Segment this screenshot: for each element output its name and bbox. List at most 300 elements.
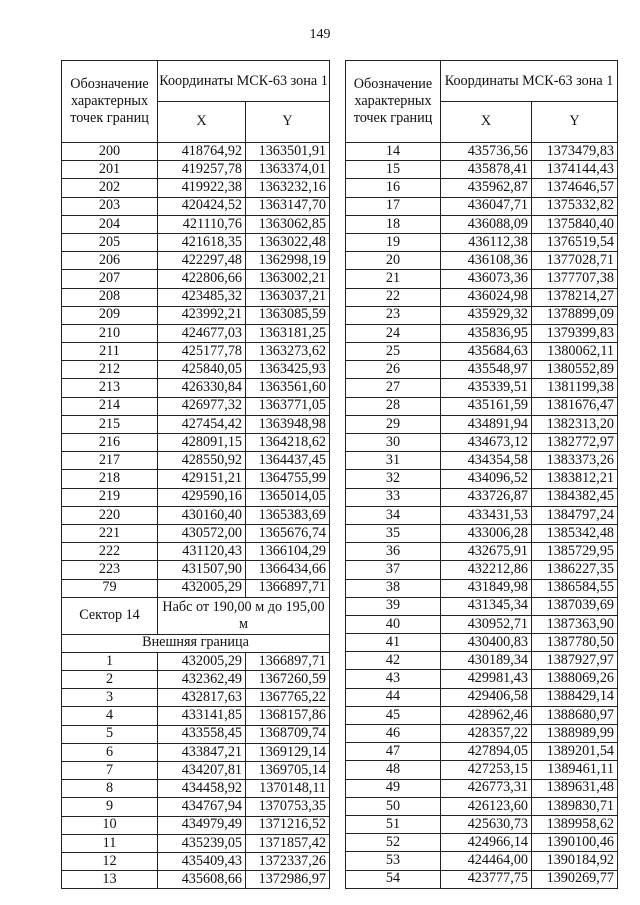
x-coordinate-cell: 432005,29 (158, 652, 246, 670)
point-id-cell: 17 (346, 197, 441, 215)
table-row (346, 743, 618, 761)
outer-boundary-label: Внешняя граница (62, 634, 330, 652)
x-coordinate-cell: 421618,35 (158, 233, 246, 251)
y-coordinate-cell: 1367260,59 (246, 671, 330, 689)
x-coordinate-cell: 428962,46 (441, 706, 532, 724)
table-row (346, 870, 618, 888)
x-coordinate-cell: 427894,05 (441, 743, 532, 761)
table-row (346, 306, 618, 324)
point-id-cell: 18 (346, 215, 441, 233)
table-row (346, 343, 618, 361)
point-id-cell: 222 (62, 543, 158, 561)
table-row (62, 798, 330, 816)
table-row (62, 397, 330, 415)
point-id-cell: 79 (62, 579, 158, 597)
table-row (346, 652, 618, 670)
y-coordinate-cell: 1369129,14 (246, 743, 330, 761)
x-coordinate-cell: 427253,15 (441, 761, 532, 779)
table-row (346, 415, 618, 433)
x-coordinate-cell: 432005,29 (158, 579, 246, 597)
y-column-header: Y (246, 102, 330, 143)
y-coordinate-cell: 1382313,20 (532, 415, 618, 433)
y-coordinate-cell: 1387039,69 (532, 597, 618, 615)
y-coordinate-cell: 1387363,90 (532, 615, 618, 633)
x-coordinate-cell: 433141,85 (158, 707, 246, 725)
point-id-cell: 16 (346, 179, 441, 197)
point-id-cell: 25 (346, 343, 441, 361)
x-coordinate-cell: 430952,71 (441, 615, 532, 633)
x-coordinate-cell: 435339,51 (441, 379, 532, 397)
y-coordinate-cell: 1382772,97 (532, 434, 618, 452)
y-coordinate-cell: 1380062,11 (532, 343, 618, 361)
table-row (346, 815, 618, 833)
point-id-cell: 7 (62, 762, 158, 780)
coordinates-table-left (61, 60, 330, 889)
y-coordinate-cell: 1388680,97 (532, 706, 618, 724)
point-id-cell: 6 (62, 743, 158, 761)
point-id-cell: 205 (62, 233, 158, 251)
x-coordinate-cell: 430400,83 (441, 634, 532, 652)
x-coordinate-cell: 426977,32 (158, 397, 246, 415)
point-id-cell: 48 (346, 761, 441, 779)
point-id-cell: 14 (346, 143, 441, 161)
y-coordinate-cell: 1374144,43 (532, 161, 618, 179)
table-row (346, 779, 618, 797)
y-coordinate-cell: 1370148,11 (246, 780, 330, 798)
table-row (346, 288, 618, 306)
y-coordinate-cell: 1386227,35 (532, 561, 618, 579)
x-coordinate-cell: 433431,53 (441, 506, 532, 524)
x-coordinate-cell: 436112,38 (441, 233, 532, 251)
table-row (346, 470, 618, 488)
table-row (346, 561, 618, 579)
point-id-cell: 34 (346, 506, 441, 524)
table-row (62, 379, 330, 397)
y-coordinate-cell: 1378899,09 (532, 306, 618, 324)
x-coordinate-cell: 423992,21 (158, 306, 246, 324)
y-coordinate-cell: 1369705,14 (246, 762, 330, 780)
y-coordinate-cell: 1376519,54 (532, 233, 618, 251)
x-coordinate-cell: 433847,21 (158, 743, 246, 761)
point-id-cell: 20 (346, 252, 441, 270)
table-row (346, 361, 618, 379)
y-coordinate-cell: 1366104,29 (246, 543, 330, 561)
x-coordinate-cell: 419257,78 (158, 161, 246, 179)
y-coordinate-cell: 1389461,11 (532, 761, 618, 779)
point-id-cell: 217 (62, 452, 158, 470)
table-row (346, 233, 618, 251)
table-row (62, 161, 330, 179)
y-coordinate-cell: 1371857,42 (246, 834, 330, 852)
point-id-cell: 4 (62, 707, 158, 725)
table-row (346, 324, 618, 342)
x-coordinate-cell: 424966,14 (441, 834, 532, 852)
y-column-header: Y (532, 102, 618, 143)
y-coordinate-cell: 1363771,05 (246, 397, 330, 415)
point-id-cell: 54 (346, 870, 441, 888)
table-row (346, 506, 618, 524)
point-id-cell: 201 (62, 161, 158, 179)
table-row (62, 652, 330, 670)
x-coordinate-cell: 426123,60 (441, 797, 532, 815)
page-number: 149 (309, 27, 331, 42)
x-coordinate-cell: 435878,41 (441, 161, 532, 179)
table-row (62, 288, 330, 306)
y-coordinate-cell: 1368157,86 (246, 707, 330, 725)
x-coordinate-cell: 421110,76 (158, 215, 246, 233)
table-row (346, 215, 618, 233)
coordinate-system-header: Координаты МСК-63 зона 1 (158, 61, 330, 102)
table-row (346, 706, 618, 724)
x-coordinate-cell: 428091,15 (158, 434, 246, 452)
y-coordinate-cell: 1362998,19 (246, 252, 330, 270)
x-coordinate-cell: 434767,94 (158, 798, 246, 816)
table-row (62, 361, 330, 379)
y-coordinate-cell: 1364437,45 (246, 452, 330, 470)
x-coordinate-cell: 431849,98 (441, 579, 532, 597)
x-coordinate-cell: 424677,03 (158, 324, 246, 342)
x-coordinate-cell: 418764,92 (158, 143, 246, 161)
table-row (62, 434, 330, 452)
y-coordinate-cell: 1385342,48 (532, 524, 618, 542)
x-coordinate-cell: 431120,43 (158, 543, 246, 561)
x-coordinate-cell: 422806,66 (158, 270, 246, 288)
point-id-cell: 45 (346, 706, 441, 724)
x-coordinate-cell: 436073,36 (441, 270, 532, 288)
sector-row (62, 597, 330, 634)
x-coordinate-cell: 429151,21 (158, 470, 246, 488)
y-coordinate-cell: 1368709,74 (246, 725, 330, 743)
x-coordinate-cell: 432212,86 (441, 561, 532, 579)
x-coordinate-cell: 435409,43 (158, 852, 246, 870)
point-id-cell: 52 (346, 834, 441, 852)
y-coordinate-cell: 1381199,38 (532, 379, 618, 397)
point-id-cell: 21 (346, 270, 441, 288)
x-coordinate-cell: 423485,32 (158, 288, 246, 306)
x-coordinate-cell: 428357,22 (441, 725, 532, 743)
table-row (346, 761, 618, 779)
point-id-cell: 27 (346, 379, 441, 397)
point-id-cell: 30 (346, 434, 441, 452)
point-id-cell: 13 (62, 871, 158, 889)
x-coordinate-cell: 427454,42 (158, 415, 246, 433)
x-coordinate-cell: 433006,28 (441, 524, 532, 542)
y-coordinate-cell: 1372986,97 (246, 871, 330, 889)
y-coordinate-cell: 1367765,22 (246, 689, 330, 707)
point-id-cell: 51 (346, 815, 441, 833)
x-coordinate-cell: 432362,49 (158, 671, 246, 689)
point-id-cell: 40 (346, 615, 441, 633)
point-id-cell: 32 (346, 470, 441, 488)
point-id-cell: 23 (346, 306, 441, 324)
point-id-cell: 28 (346, 397, 441, 415)
y-coordinate-cell: 1363037,21 (246, 288, 330, 306)
y-coordinate-cell: 1371216,52 (246, 816, 330, 834)
x-coordinate-cell: 432817,63 (158, 689, 246, 707)
x-coordinate-cell: 430160,40 (158, 506, 246, 524)
table-row (346, 397, 618, 415)
table-row (346, 252, 618, 270)
y-coordinate-cell: 1364218,62 (246, 434, 330, 452)
x-coordinate-cell: 434891,94 (441, 415, 532, 433)
point-id-cell: 53 (346, 852, 441, 870)
y-coordinate-cell: 1383812,21 (532, 470, 618, 488)
y-coordinate-cell: 1375332,82 (532, 197, 618, 215)
x-coordinate-cell: 435929,32 (441, 306, 532, 324)
y-coordinate-cell: 1363273,62 (246, 343, 330, 361)
table-row (62, 215, 330, 233)
table-row (62, 324, 330, 342)
y-coordinate-cell: 1363085,59 (246, 306, 330, 324)
x-coordinate-cell: 433558,45 (158, 725, 246, 743)
point-id-cell: 39 (346, 597, 441, 615)
point-id-cell: 212 (62, 361, 158, 379)
point-id-cell: 24 (346, 324, 441, 342)
point-id-cell: 218 (62, 470, 158, 488)
table-row (62, 561, 330, 579)
point-id-cell: 5 (62, 725, 158, 743)
y-coordinate-cell: 1384797,24 (532, 506, 618, 524)
x-coordinate-cell: 433726,87 (441, 488, 532, 506)
table-row (62, 143, 330, 161)
y-coordinate-cell: 1363181,25 (246, 324, 330, 342)
table-row (62, 780, 330, 798)
point-id-cell: 203 (62, 197, 158, 215)
point-id-cell: 22 (346, 288, 441, 306)
point-id-cell: 33 (346, 488, 441, 506)
y-coordinate-cell: 1374646,57 (532, 179, 618, 197)
x-coordinate-cell: 436047,71 (441, 197, 532, 215)
y-coordinate-cell: 1389830,71 (532, 797, 618, 815)
y-coordinate-cell: 1370753,35 (246, 798, 330, 816)
y-coordinate-cell: 1363232,16 (246, 179, 330, 197)
point-id-cell: 219 (62, 488, 158, 506)
table-row (346, 197, 618, 215)
x-coordinate-cell: 435684,63 (441, 343, 532, 361)
y-coordinate-cell: 1386584,55 (532, 579, 618, 597)
coordinates-table-right (345, 60, 618, 889)
point-id-cell: 223 (62, 561, 158, 579)
point-id-cell: 29 (346, 415, 441, 433)
point-id-cell: 209 (62, 306, 158, 324)
table-row (62, 579, 330, 597)
x-coordinate-cell: 429406,58 (441, 688, 532, 706)
y-coordinate-cell: 1388989,99 (532, 725, 618, 743)
x-coordinate-cell: 424464,00 (441, 852, 532, 870)
y-coordinate-cell: 1388429,14 (532, 688, 618, 706)
table-row (62, 252, 330, 270)
table-row (62, 816, 330, 834)
y-coordinate-cell: 1364755,99 (246, 470, 330, 488)
y-coordinate-cell: 1387780,50 (532, 634, 618, 652)
table-row (346, 543, 618, 561)
designation-header: Обозначение характерных точек границ (346, 61, 441, 143)
x-coordinate-cell: 425177,78 (158, 343, 246, 361)
x-coordinate-cell: 435962,87 (441, 179, 532, 197)
y-coordinate-cell: 1380552,89 (532, 361, 618, 379)
point-id-cell: 210 (62, 324, 158, 342)
table-row (62, 415, 330, 433)
point-id-cell: 215 (62, 415, 158, 433)
y-coordinate-cell: 1387927,97 (532, 652, 618, 670)
table-row (62, 689, 330, 707)
point-id-cell: 35 (346, 524, 441, 542)
point-id-cell: 38 (346, 579, 441, 597)
table-row (62, 871, 330, 889)
y-coordinate-cell: 1389958,62 (532, 815, 618, 833)
table-row (346, 597, 618, 615)
x-coordinate-cell: 435736,56 (441, 143, 532, 161)
point-id-cell: 31 (346, 452, 441, 470)
point-id-cell: 15 (346, 161, 441, 179)
point-id-cell: 2 (62, 671, 158, 689)
x-coordinate-cell: 435608,66 (158, 871, 246, 889)
table-row (62, 470, 330, 488)
table-row (62, 852, 330, 870)
y-coordinate-cell: 1363002,21 (246, 270, 330, 288)
table-row (346, 579, 618, 597)
point-id-cell: 47 (346, 743, 441, 761)
x-coordinate-cell: 425840,05 (158, 361, 246, 379)
sector-label: Сектор 14 (62, 597, 158, 634)
x-coordinate-cell: 435836,95 (441, 324, 532, 342)
x-coordinate-cell: 428550,92 (158, 452, 246, 470)
point-id-cell: 46 (346, 725, 441, 743)
table-row (62, 306, 330, 324)
point-id-cell: 12 (62, 852, 158, 870)
x-coordinate-cell: 423777,75 (441, 870, 532, 888)
y-coordinate-cell: 1377707,38 (532, 270, 618, 288)
table-row (62, 725, 330, 743)
point-id-cell: 213 (62, 379, 158, 397)
y-coordinate-cell: 1366434,66 (246, 561, 330, 579)
x-coordinate-cell: 435161,59 (441, 397, 532, 415)
y-coordinate-cell: 1363147,70 (246, 197, 330, 215)
y-coordinate-cell: 1363022,48 (246, 233, 330, 251)
table-row (346, 615, 618, 633)
x-coordinate-cell: 431507,90 (158, 561, 246, 579)
point-id-cell: 43 (346, 670, 441, 688)
x-coordinate-cell: 436024,98 (441, 288, 532, 306)
x-coordinate-cell: 429590,16 (158, 488, 246, 506)
point-id-cell: 37 (346, 561, 441, 579)
point-id-cell: 3 (62, 689, 158, 707)
table-row (62, 488, 330, 506)
x-coordinate-cell: 434979,49 (158, 816, 246, 834)
x-coordinate-cell: 429981,43 (441, 670, 532, 688)
table-row (346, 852, 618, 870)
x-coordinate-cell: 435548,97 (441, 361, 532, 379)
x-coordinate-cell: 436088,09 (441, 215, 532, 233)
table-row (62, 506, 330, 524)
y-coordinate-cell: 1390269,77 (532, 870, 618, 888)
point-id-cell: 10 (62, 816, 158, 834)
point-id-cell: 50 (346, 797, 441, 815)
x-coordinate-cell: 435239,05 (158, 834, 246, 852)
y-coordinate-cell: 1379399,83 (532, 324, 618, 342)
x-coordinate-cell: 426330,84 (158, 379, 246, 397)
y-coordinate-cell: 1390184,92 (532, 852, 618, 870)
y-coordinate-cell: 1385729,95 (532, 543, 618, 561)
point-id-cell: 208 (62, 288, 158, 306)
point-id-cell: 211 (62, 343, 158, 361)
point-id-cell: 8 (62, 780, 158, 798)
y-coordinate-cell: 1363948,98 (246, 415, 330, 433)
y-coordinate-cell: 1363561,60 (246, 379, 330, 397)
y-coordinate-cell: 1375840,40 (532, 215, 618, 233)
point-id-cell: 11 (62, 834, 158, 852)
table-row (346, 670, 618, 688)
x-coordinate-cell: 430572,00 (158, 524, 246, 542)
table-row (346, 834, 618, 852)
table-row (62, 743, 330, 761)
designation-header: Обозначение характерных точек границ (62, 61, 158, 143)
coordinate-system-header: Координаты МСК-63 зона 1 (441, 61, 618, 102)
x-coordinate-cell: 431345,34 (441, 597, 532, 615)
y-coordinate-cell: 1384382,45 (532, 488, 618, 506)
y-coordinate-cell: 1363062,85 (246, 215, 330, 233)
y-coordinate-cell: 1363425,93 (246, 361, 330, 379)
table-row (346, 379, 618, 397)
x-coordinate-cell: 434207,81 (158, 762, 246, 780)
point-id-cell: 204 (62, 215, 158, 233)
y-coordinate-cell: 1366897,71 (246, 652, 330, 670)
table-row (346, 143, 618, 161)
point-id-cell: 1 (62, 652, 158, 670)
point-id-cell: 41 (346, 634, 441, 652)
point-id-cell: 214 (62, 397, 158, 415)
y-coordinate-cell: 1365676,74 (246, 524, 330, 542)
x-coordinate-cell: 436108,36 (441, 252, 532, 270)
table-row (346, 524, 618, 542)
x-coordinate-cell: 434354,58 (441, 452, 532, 470)
x-coordinate-cell: 426773,31 (441, 779, 532, 797)
table-row (62, 452, 330, 470)
x-coordinate-cell: 425630,73 (441, 815, 532, 833)
y-coordinate-cell: 1377028,71 (532, 252, 618, 270)
x-coordinate-cell: 420424,52 (158, 197, 246, 215)
point-id-cell: 206 (62, 252, 158, 270)
table-row (62, 270, 330, 288)
y-coordinate-cell: 1389631,48 (532, 779, 618, 797)
y-coordinate-cell: 1363374,01 (246, 161, 330, 179)
table-row (62, 197, 330, 215)
point-id-cell: 202 (62, 179, 158, 197)
table-row (346, 452, 618, 470)
section-row (62, 634, 330, 652)
table-row (346, 179, 618, 197)
table-row (346, 161, 618, 179)
y-coordinate-cell: 1372337,26 (246, 852, 330, 870)
table-row (346, 434, 618, 452)
x-coordinate-cell: 432675,91 (441, 543, 532, 561)
point-id-cell: 26 (346, 361, 441, 379)
table-row (62, 671, 330, 689)
y-coordinate-cell: 1378214,27 (532, 288, 618, 306)
table-row (62, 179, 330, 197)
table-row (346, 797, 618, 815)
x-coordinate-cell: 422297,48 (158, 252, 246, 270)
table-row (62, 343, 330, 361)
table-row (62, 762, 330, 780)
x-coordinate-cell: 419922,38 (158, 179, 246, 197)
point-id-cell: 207 (62, 270, 158, 288)
point-id-cell: 220 (62, 506, 158, 524)
table-row (62, 233, 330, 251)
table-row (346, 270, 618, 288)
x-column-header: X (441, 102, 532, 143)
table-row (346, 634, 618, 652)
